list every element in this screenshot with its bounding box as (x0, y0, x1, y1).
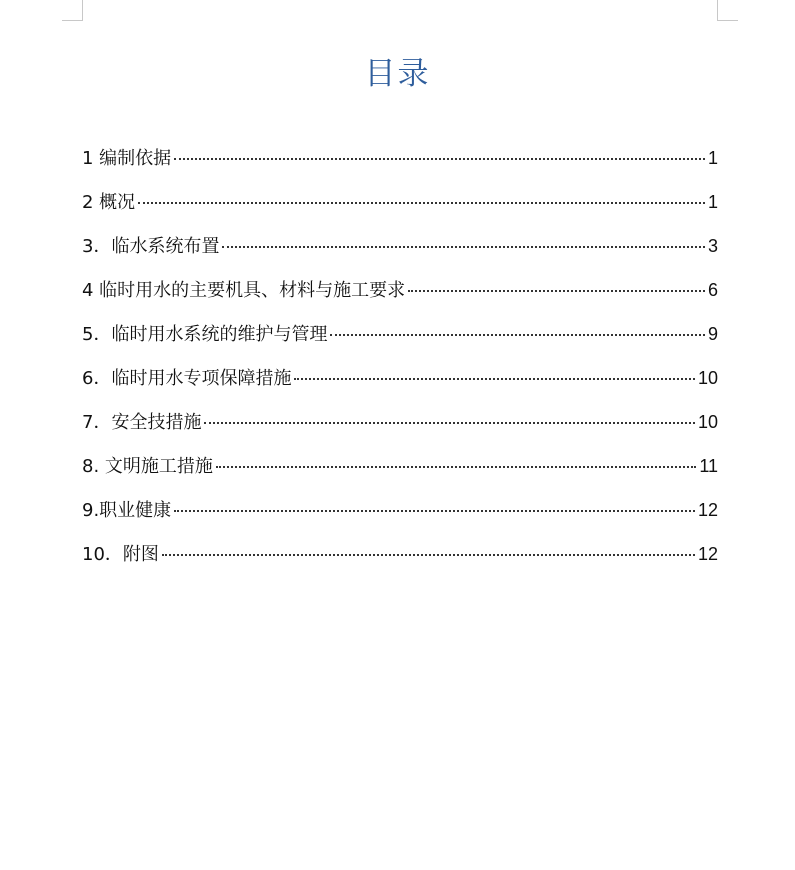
toc-page-number: 1 (707, 148, 718, 168)
toc-page-number: 12 (697, 544, 718, 564)
toc-entry[interactable] (82, 143, 718, 187)
toc-page-number: 3 (707, 236, 718, 256)
page-margin-corner-top-right (717, 0, 738, 21)
toc-entry-text: 2 概况 (82, 192, 136, 213)
toc-entry-text: 5．临时用水系统的维护与管理 (82, 324, 328, 345)
toc-entry-text: 8. 文明施工措施 (82, 456, 213, 477)
toc-dot-leader (162, 554, 695, 556)
toc-page-number: 1 (707, 192, 718, 212)
toc-dot-leader (174, 158, 705, 160)
page-margin-corner-top-left (62, 0, 83, 21)
toc-dot-leader (222, 246, 705, 248)
toc-entry[interactable] (82, 187, 718, 231)
toc-dot-leader (138, 202, 705, 204)
toc-entry-text: 6．临时用水专项保障措施 (82, 368, 292, 389)
toc-dot-leader (216, 466, 696, 468)
toc-dot-leader (408, 290, 705, 292)
toc-page-number: 12 (697, 500, 718, 520)
toc-entry-text: 3．临水系统布置 (82, 236, 220, 257)
toc-entry[interactable] (82, 407, 718, 451)
toc-entry[interactable] (82, 319, 718, 363)
toc-entry[interactable] (82, 539, 718, 583)
toc-entry[interactable] (82, 495, 718, 539)
toc-dot-leader (330, 334, 705, 336)
toc-entry[interactable] (82, 231, 718, 275)
toc-page-number: 6 (707, 280, 718, 300)
toc-entry[interactable] (82, 451, 718, 495)
table-of-contents (82, 143, 718, 583)
toc-entry-text: 10．附图 (82, 544, 159, 565)
toc-heading: 目录 (364, 56, 431, 92)
toc-entry[interactable] (82, 363, 718, 407)
toc-dot-leader (174, 510, 695, 512)
toc-dot-leader (294, 378, 695, 380)
toc-page-number: 9 (707, 324, 718, 344)
toc-page-number: 10 (697, 368, 718, 388)
toc-entry-text: 7．安全技措施 (82, 412, 202, 433)
toc-entry-text: 1 编制依据 (82, 148, 172, 169)
toc-page-number: 10 (697, 412, 718, 432)
toc-entry[interactable] (82, 275, 718, 319)
toc-entry-text: 9.职业健康 (82, 500, 172, 521)
toc-dot-leader (204, 422, 695, 424)
toc-entry-text: 4 临时用水的主要机具、材料与施工要求 (82, 280, 406, 301)
toc-page-number: 11 (699, 456, 718, 476)
